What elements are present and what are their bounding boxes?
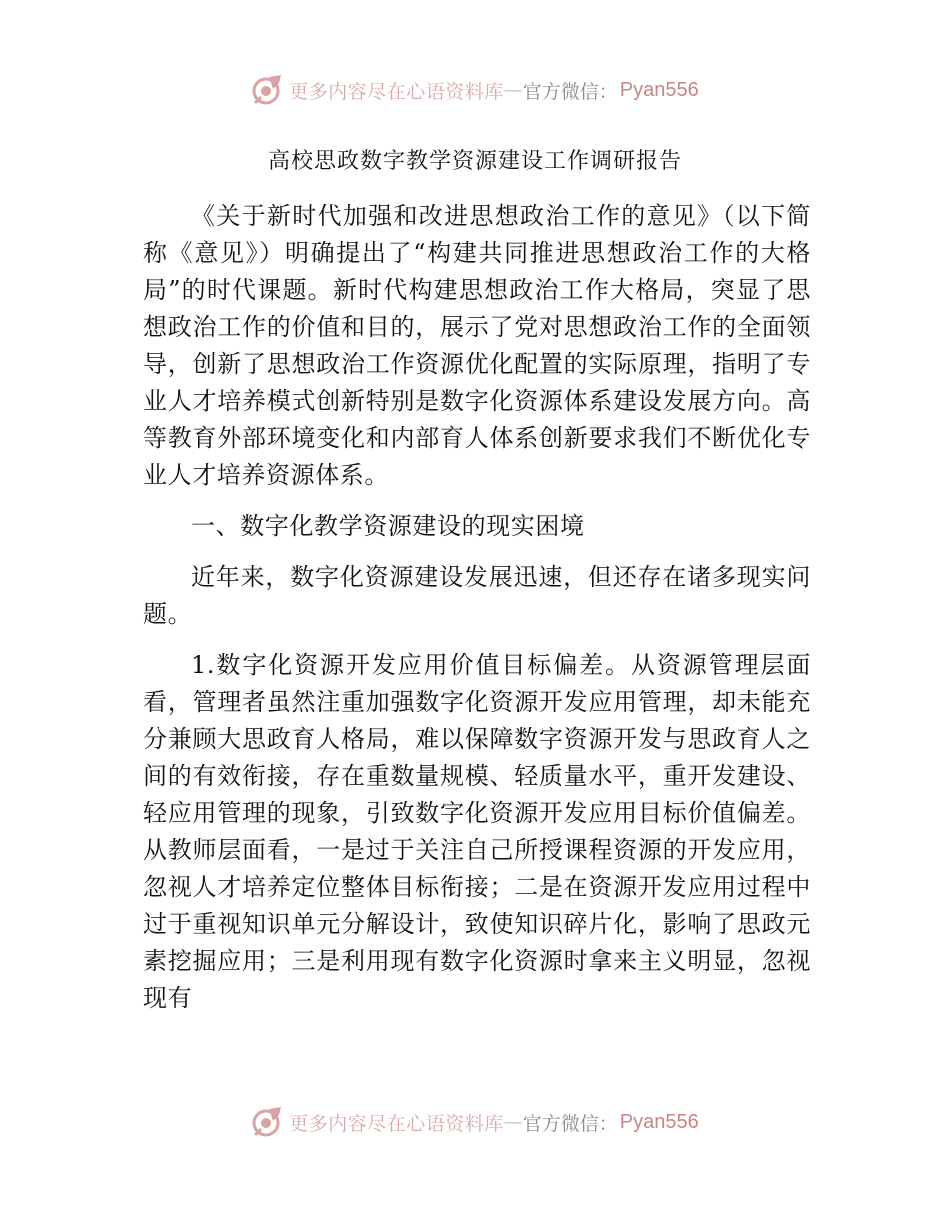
watermark-footer	[0, 1102, 950, 1142]
watermark-header	[0, 70, 950, 110]
watermark-dash: —	[503, 1111, 523, 1133]
section-heading: 一、数字化教学资源建设的现实困境	[191, 512, 585, 540]
watermark-label: 官方微信：	[522, 80, 618, 103]
document-title: 高校思政数字教学资源建设工作调研报告	[267, 149, 682, 174]
brand-logo-icon	[251, 1105, 285, 1139]
document-body	[143, 198, 811, 1017]
watermark-wechat-id: Pyan556	[619, 1110, 699, 1133]
watermark-dash: —	[503, 79, 523, 101]
section-intro-paragraph: 近年来，数字化资源建设发展迅速，但还存在诸多现实问题。	[143, 563, 811, 628]
intro-paragraph: 《关于新时代加强和改进思想政治工作的意见》（以下简称《意见》）明确提出了“构建共同推进思想政治工作的大格局”的时代课题。新时代构建思想政治工作大格局，突显了思想政治工作的价值和目的，展示了党对思想政治工作的全面领导，创新了思想政治工作资源优化配置的实际原理，指明了专业人才培养模式创新特别是数字化资源体系建设发展方向。高等教育外部环境变化和内部育人体系创新要求我们不断优化专业人才培养资源体系。	[143, 202, 811, 489]
watermark-wechat-id: Pyan556	[619, 78, 699, 101]
watermark-label: 官方微信：	[522, 1112, 618, 1135]
watermark-main-text: 更多内容尽在心语资料库	[289, 80, 504, 103]
brand-logo-icon	[251, 73, 285, 107]
point-1-paragraph: 1.数字化资源开发应用价值目标偏差。从资源管理层面看，管理者虽然注重加强数字化资源开发应用管理，却未能充分兼顾大思政育人格局，难以保障数字资源开发与思政育人之间的有效衔接，存在重数量规模、轻质量水平，重开发建设、轻应用管理的现象，引致数字化资源开发应用目标价值偏差。从教师层面看，一是过于关注自己所授课程资源的开发应用，忽视人才培养定位整体目标衔接；二是在资源开发应用过程中过于重视知识单元分解设计，致使知识碎片化，影响了思政元素挖掘应用；三是利用现有数字化资源时拿来主义明显，忽视现有	[143, 651, 811, 1012]
watermark-main-text: 更多内容尽在心语资料库	[289, 1112, 504, 1135]
